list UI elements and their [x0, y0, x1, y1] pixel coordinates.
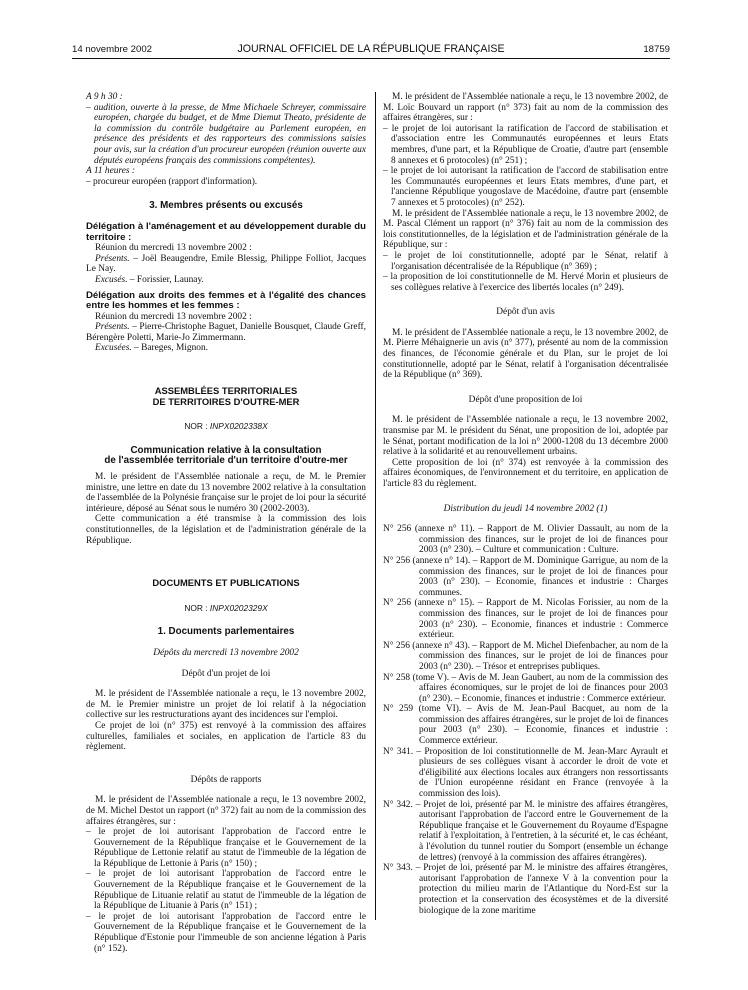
- distribution-title: Distribution du jeudi 14 novembre 2002 (1): [443, 503, 608, 514]
- nor-reference: [86, 603, 366, 614]
- deposits-date: Dépôts du mercredi 13 novembre 2002: [153, 647, 299, 658]
- distribution-item: N° 256 (annexe n° 11). – Rapport de M. Olivier Dassault, au nom de la commission des finances, sur le projet de loi de finances pour 2003 (n° 230). – Culture et communication : Culture.: [383, 524, 668, 556]
- header-rule: [72, 58, 670, 59]
- delegation-title: Délégation aux droits des femmes et à l'égalité des chances entre les hommes et les femmes :: [86, 289, 366, 312]
- distribution-item: N° 341. – Proposition de loi constitutionnelle de M. Jean-Marc Ayrault et plusieurs de ses collègues visant à accorder le droit de vote et d'éligibilité aux élections locales aux étrangers non ressortissants de l'Union européenne résidant en France (renvoyée à la commission des lois).: [383, 746, 668, 800]
- agenda-item: – procureur européen (rapport d'information).: [86, 176, 258, 187]
- nor-code: INPX0202329X: [209, 602, 268, 613]
- documents-title: DOCUMENTS ET PUBLICATIONS: [152, 577, 300, 589]
- delegation-title: Délégation à l'aménagement et au développement durable du territoire :: [86, 220, 366, 243]
- nor-label: NOR :: [184, 602, 210, 613]
- distribution-item: N° 256 (annexe n° 15). – Rapport de M. Nicolas Forissier, au nom de la commission des finances, sur le projet de loi de finances pour 2003 (n° 230). – Economie, finances et industrie : Commerce extérieur.: [383, 598, 668, 641]
- assemblies-title-line-1: ASSEMBLÉES TERRITORIALES: [154, 385, 298, 397]
- column-divider: [375, 92, 376, 920]
- paragraph: M. le président de l'Assemblée nationale a reçu, le 13 novembre 2002, de M. Michel Destot un rapport (n° 372) fait au nom de la commission des affaires étrangères, sur :: [86, 795, 366, 827]
- paragraph: M. le président de l'Assemblée nationale a reçu, le 13 novembre 2002, de M. Loïc Bouvard un rapport (n° 373) fait au nom de la commission des affaires étrangères, sur :: [383, 92, 668, 124]
- nor-reference: [86, 421, 366, 432]
- distribution-item: N° 343. – Projet de loi, présenté par M. le ministre des affaires étrangères, autorisant l'approbation de l'annexe V à la convention pour la protection du milieu marin de l'Atlantique du Nord-Est sur la protection et la conservation des écosystèmes et de la diversité biologique de la zone maritime: [383, 863, 668, 916]
- paragraph: M. le président de l'Assemblée nationale a reçu, le 13 novembre 2002, de M. le Premier ministre un projet de loi relatif à la négociation collective sur les restructurations ayant des incidences sur l'emploi.: [86, 689, 366, 721]
- subheading: Dépôt d'un avis: [496, 307, 555, 318]
- nor-label: NOR :: [184, 421, 210, 432]
- time-heading: A 9 h 30 :: [86, 92, 123, 102]
- present-names: – Pierre-Christophe Baguet, Danielle Bousquet, Claude Greff, Bérengère Poletti, Marie-Jo Zimmermann.: [86, 322, 366, 343]
- present-names: – Joël Beaugendre, Emile Blessig, Philippe Folliot, Jacques Le Nay.: [86, 253, 366, 275]
- attendance-present: [86, 322, 366, 343]
- list-item: – le projet de loi constitutionnelle, adopté par le Sénat, relatif à l'organisation décentralisée de la République (n° 369) ;: [383, 250, 668, 272]
- agenda-item: – audition, ouverte à la presse, de Mme Michaele Schreyer, commissaire européen, chargée du budget, et de Mme Diemut Theato, présidente de la commission du contrôle budgétaire au Parlement européen, en présence des présidents et des rapporteurs des commissions saisies pour avis, sur la création d'un procureur européen (réunion ouverte aux députés européens français des commissions compétentes).: [86, 102, 366, 166]
- distribution-item: N° 256 (annexe n° 14). – Rapport de M. Dominique Garrigue, au nom de la commission des finances, sur le projet de loi de finances pour 2003 (n° 230). – Economie, finances et industrie : Charges communes.: [383, 555, 668, 598]
- attendance-excused: [86, 343, 366, 354]
- list-item: – le projet de loi autorisant la ratification de l'accord de stabilisation entre les Communautés européennes et leurs Etats membres, d'une part, et l'ancienne République yougoslave de Macédoine, d'autre part (ensemble 7 annexes et 5 protocoles) (n° 252).: [383, 166, 668, 208]
- meeting-date: Réunion du mercredi 13 novembre 2002 :: [95, 311, 252, 322]
- time-heading: A 11 heures :: [86, 166, 136, 177]
- page-number: 18759: [643, 44, 670, 55]
- journal-title: JOURNAL OFFICIEL DE LA RÉPUBLIQUE FRANÇAISE: [237, 43, 505, 55]
- nor-code: INPX0202338X: [209, 421, 268, 432]
- attendance-present: [86, 254, 366, 275]
- left-column: [86, 92, 366, 954]
- present-label: Présents.: [95, 253, 130, 264]
- distribution-item: N° 258 (tome V). – Avis de M. Jean Gaubert, au nom de la commission des affaires économiques, sur le projet de loi de finances pour 2003 (n° 230). – Economie, finances et industrie : Commerce extérieur.: [383, 672, 668, 704]
- header-date: 14 novembre 2002: [72, 44, 153, 55]
- list-item: – le projet de loi autorisant l'approbation de l'accord entre le Gouvernement de la République française et le Gouvernement de la République de Lituanie relatif au statut de l'immeuble de la légation de la République de Lituanie à Paris (n° 151) ;: [86, 869, 366, 912]
- communication-title-line-2: de l'assemblée territoriale d'un territoire d'outre-mer: [104, 455, 348, 467]
- paragraph: M. le président de l'Assemblée nationale a reçu, de M. le Premier ministre, une lettre en date du 13 novembre 2002 relative à la consultation de l'assemblée de la Polynésie française sur le projet de loi pour la sécurité intérieure, déposé au Sénat sous le numéro 30 (2002-2003).: [86, 472, 366, 514]
- members-section-title: 3. Membres présents ou excusés: [149, 200, 303, 212]
- list-item: – le projet de loi autorisant la ratification de l'accord de stabilisation et d'association entre les Communautés européennes et leurs Etats membres, d'une part, et la République de Croatie, d'autre part (ensemble 8 annexes et 6 protocoles) (n° 251) ;: [383, 123, 668, 166]
- paragraph: M. le président de l'Assemblée nationale a reçu, le 13 novembre 2002, transmise par M. le président du Sénat, une proposition de loi, adoptée par le Sénat, portant modification de la loi n° 2000-1208 du 13 décembre 2000 relative à la solidarité et au renouvellement urbains.: [383, 415, 668, 458]
- subheading: Dépôt d'un projet de loi: [181, 668, 271, 679]
- attendance-excused: [86, 275, 366, 286]
- paragraph: Cette proposition de loi (n° 374) est renvoyée à la commission des affaires économiques, de l'environnement et du territoire, en application de l'article 83 du règlement.: [383, 457, 668, 489]
- assemblies-title-line-2: DE TERRITOIRES D'OUTRE-MER: [152, 395, 300, 407]
- distribution-item: N° 259 (tome VI). – Avis de M. Jean-Paul Bacquet, au nom de la commission des affaires étrangères, sur le projet de loi de finances pour 2003 (n° 230). – Economie, finances et industrie : Commerce extérieur.: [383, 704, 668, 747]
- present-label: Présents.: [95, 322, 130, 333]
- subheading: Dépôt d'une proposition de loi: [468, 394, 583, 405]
- distribution-item: N° 342. – Projet de loi, présenté par M. le ministre des affaires étrangères, autorisant l'approbation de l'accord entre le Gouvernement de la République française et le Gouvernement du Royaume d'Espagne relatif à l'exploitation, à l'entretien, à la sécurité et, le cas échéant, à l'évolution du tunnel routier du Somport (ensemble un échange de lettres) (renvoyé à la commission des affaires étrangères).: [383, 799, 668, 863]
- paragraph: Cette communication a été transmise à la commission des lois constitutionnelles, de la législation et de l'administration générale de la République.: [86, 514, 366, 546]
- page-header: [72, 42, 670, 58]
- list-item: – le projet de loi autorisant l'approbation de l'accord entre le Gouvernement de la République française et le Gouvernement de la République de Lettonie relatif au statut de l'immeuble de la légation de la République de Lettonie à Paris (n° 150) ;: [86, 827, 366, 869]
- excused-label: Excusées.: [95, 343, 132, 354]
- list-item: – le projet de loi autorisant l'approbation de l'accord entre le Gouvernement de la République française et le Gouvernement de la République d'Estonie pour l'immeuble de son ancienne légation à Paris (n° 152).: [86, 911, 366, 954]
- excused-names: – Forissier, Launay.: [127, 274, 204, 285]
- distribution-item: N° 256 (annexe n° 43). – Rapport de M. Michel Diefenbacher, au nom de la commission des finances, sur le projet de loi de finances pour 2003 (n° 230). – Trésor et entreprises publiques.: [383, 640, 668, 672]
- paragraph: M. le président de l'Assemblée nationale a reçu, le 13 novembre 2002, de M. Pierre Méhaignerie un avis (n° 377), présenté au nom de la commission des finances, de l'économie générale et du Plan, sur le projet de loi constitutionnelle, adopté par le Sénat, relatif à l'organisation décentralisée de la République (n° 369).: [383, 327, 668, 381]
- paragraph: M. le président de l'Assemblée nationale a reçu, le 13 novembre 2002, de M. Pascal Clément un rapport (n° 376) fait au nom de la commission des lois constitutionnelles, de la législation et de l'administration générale de la République, sur :: [383, 208, 668, 251]
- subheading: Dépôts de rapports: [190, 774, 262, 785]
- communication-title-line-1: Communication relative à la consultation: [130, 444, 322, 456]
- paragraph: Ce projet de loi (n° 375) est renvoyé à la commission des affaires culturelles, familiales et sociales, en application de l'article 83 du règlement.: [86, 720, 366, 753]
- documents-subtitle: 1. Documents parlementaires: [157, 626, 295, 638]
- excused-names: – Bareges, Mignon.: [131, 343, 208, 354]
- meeting-date: Réunion du mercredi 13 novembre 2002 :: [95, 243, 252, 254]
- excused-label: Excusés.: [95, 274, 128, 285]
- list-item: – la proposition de loi constitutionnelle de M. Hervé Morin et plusieurs de ses collègues relative à l'exercice des libertés locales (n° 249).: [383, 272, 668, 293]
- right-column: [383, 92, 668, 916]
